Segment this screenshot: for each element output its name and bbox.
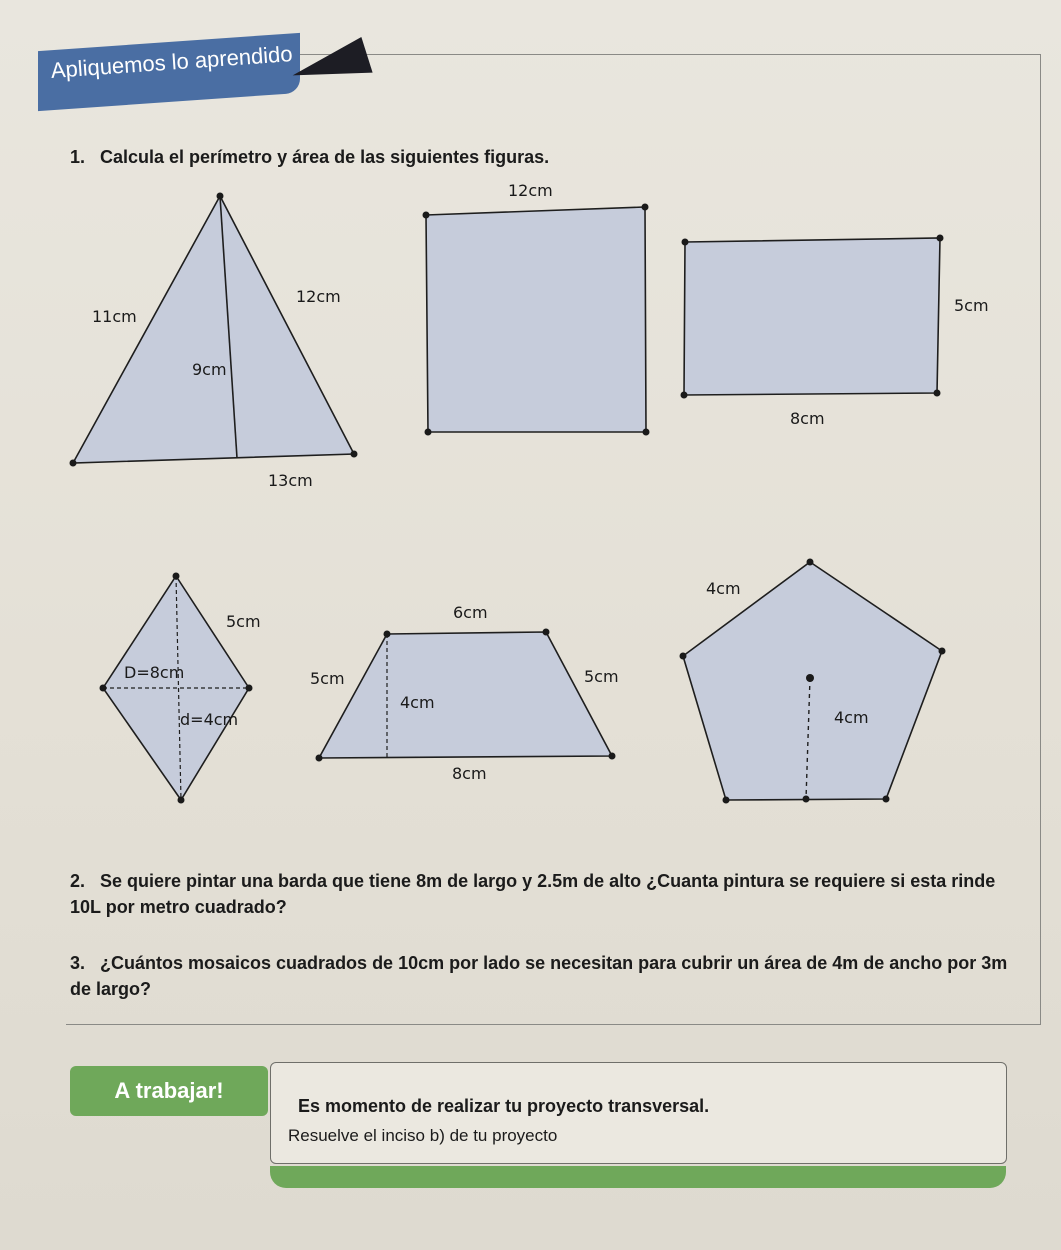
rhombus-minor-diagonal-label: d=4cm (180, 710, 239, 729)
trapezoid-bottom-label: 8cm (452, 764, 487, 783)
pentagon-side-label: 4cm (706, 579, 741, 598)
rectangle-shape (684, 238, 940, 395)
question-3 (70, 950, 1020, 1002)
section-banner-title: Apliquemos lo aprendido (50, 41, 294, 83)
question-2 (70, 868, 1020, 920)
square-shape (426, 207, 646, 432)
triangle-base-label: 13cm (268, 471, 313, 490)
rectangle-height-label: 5cm (954, 296, 989, 315)
question-3-text: ¿Cuántos mosaicos cuadrados de 10cm por lado se necesitan para cubrir un área de 4m de ancho por 3m de largo? (70, 953, 1008, 999)
rhombus-major-diagonal-label: D=8cm (124, 663, 185, 682)
project-title: Es momento de realizar tu proyecto transversal. (298, 1096, 710, 1116)
trapezoid-top-label: 6cm (453, 603, 488, 622)
rhombus-side-label: 5cm (226, 612, 261, 631)
triangle-right-label: 12cm (296, 287, 341, 306)
activity-badge (70, 1066, 268, 1116)
trapezoid-right-label: 5cm (584, 667, 619, 686)
activity-badge-label: A trabajar! (114, 1078, 224, 1103)
trapezoid-height-label: 4cm (400, 693, 435, 712)
project-box-green-strip (270, 1166, 1006, 1188)
project-subtitle: Resuelve el inciso b) de tu proyecto (288, 1126, 558, 1145)
trapezoid-left-label: 5cm (310, 669, 345, 688)
trapezoid-shape (319, 632, 612, 758)
triangle-left-label: 11cm (92, 307, 137, 326)
rectangle-width-label: 8cm (790, 409, 825, 428)
question-3-number: 3. (70, 953, 86, 973)
square-side-label: 12cm (508, 181, 553, 200)
question-2-number: 2. (70, 871, 86, 891)
question-2-text: Se quiere pintar una barda que tiene 8m de largo y 2.5m de alto ¿Cuanta pintura se requiere si esta rinde 10L por metro cuadrado? (70, 871, 996, 917)
question-1-number: 1. (70, 147, 86, 167)
triangle-height-label: 9cm (192, 360, 227, 379)
pentagon-apothem-label: 4cm (834, 708, 869, 727)
triangle-shape (73, 196, 354, 463)
question-1-text: Calcula el perímetro y área de las siguientes figuras. (100, 147, 550, 167)
